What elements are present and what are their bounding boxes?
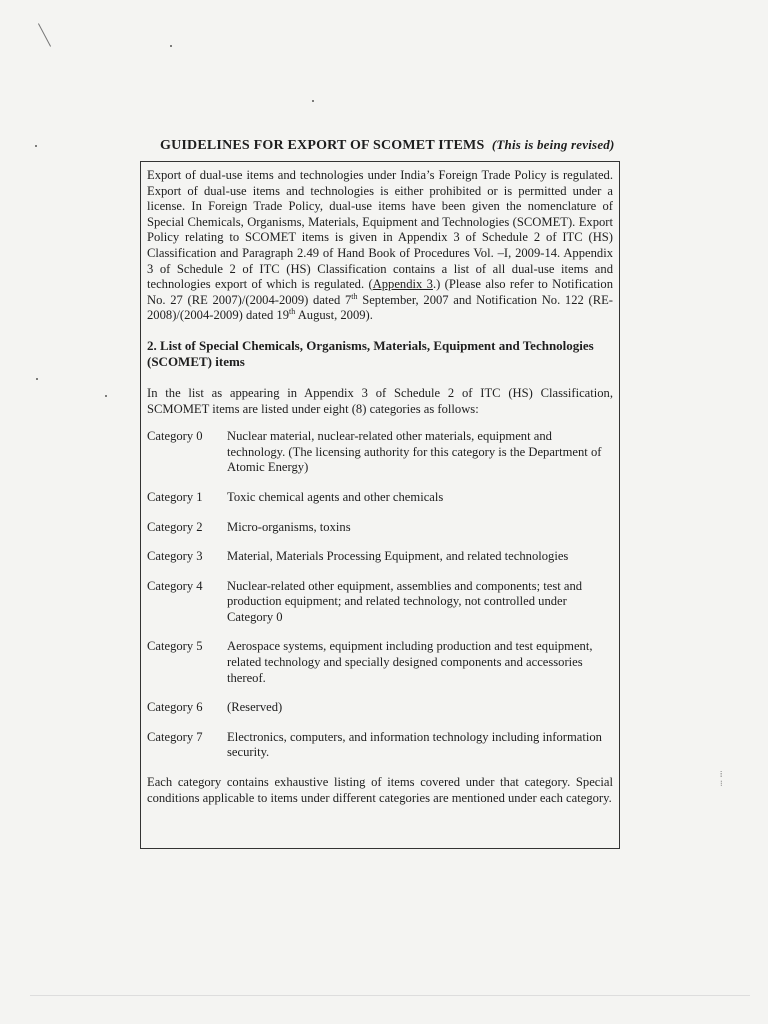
scan-scratch <box>38 23 51 46</box>
intro-text: .) (Please also refer to Notification No. 27 (RE 2007)/(2004-2009) dated 7 <box>147 277 613 307</box>
appendix-3-link[interactable]: Appendix 3 <box>372 277 433 292</box>
category-description: (Reserved) <box>227 700 283 715</box>
scan-speck <box>312 100 314 102</box>
category-description: Nuclear-related other equipment, assemblies and components; test and production equipment; and related technology, not controlled under Category 0 <box>227 578 583 624</box>
category-item <box>147 730 613 761</box>
margin-scribble: ⁞ ⁝ <box>720 770 723 788</box>
category-label: Category 6 <box>147 700 203 715</box>
category-label: Category 1 <box>147 489 203 504</box>
category-item <box>147 520 613 536</box>
category-label: Category 3 <box>147 549 203 564</box>
guidelines-box <box>140 161 620 849</box>
category-description: Material, Materials Processing Equipment, and related technologies <box>227 549 569 564</box>
scan-speck <box>105 395 107 397</box>
category-list <box>147 429 613 761</box>
category-label: Category 5 <box>147 639 203 654</box>
category-description: Nuclear material, nuclear-related other materials, equipment and technology. (The licensing authority for this category is the Department of Atomic Energy) <box>227 429 602 475</box>
superscript: th <box>351 291 358 301</box>
title-note: (This is being revised) <box>491 137 615 152</box>
scan-speck <box>35 145 37 147</box>
category-item <box>147 700 613 716</box>
intro-paragraph <box>147 168 613 324</box>
intro-text: Export of dual-use items and technologies under India’s Foreign Trade Policy is regulated. Export of dual-use items and technologies is either prohibited or is permitted under a license. In Foreign Trade Policy, dual-use items have been given the nomenclature of Special Chemicals, Organisms, Materials, Equipment and Technologies (SCOMET). Export Policy relating to SCOMET items is given in Appendix 3 of Schedule 2 of ITC (HS) Classification and Paragraph 2.49 of Hand Book of Procedures Vol. –I, 2009-14. Appendix 3 of Schedule 2 of ITC (HS) Classification contains a list of all dual-use items and technologies export of which is regulated. ( <box>147 168 613 292</box>
title-text: GUIDELINES FOR EXPORT OF SCOMET ITEMS <box>160 138 485 153</box>
scan-speck <box>170 45 172 47</box>
category-item <box>147 579 613 626</box>
superscript: th <box>289 307 296 317</box>
closing-paragraph: Each category contains exhaustive listing of items covered under that category. Special conditions applicable to items under different categories are mentioned under each category. <box>147 775 613 805</box>
scan-speck <box>36 378 38 380</box>
scan-edge-line <box>30 995 750 996</box>
category-item <box>147 429 613 476</box>
category-item <box>147 490 613 506</box>
document-title <box>160 137 615 154</box>
category-description: Aerospace systems, equipment including production and test equipment, related technology and specially designed components and accessories thereof. <box>227 639 593 685</box>
category-description: Micro-organisms, toxins <box>227 519 351 534</box>
category-label: Category 2 <box>147 519 203 534</box>
section-heading: 2. List of Special Chemicals, Organisms, Materials, Equipment and Technologies (SCOMET) items <box>147 337 594 369</box>
list-intro: In the list as appearing in Appendix 3 of Schedule 2 of ITC (HS) Classification, SCMOMET items are listed under eight (8) categories as follows: <box>147 385 613 416</box>
category-label: Category 4 <box>147 578 203 593</box>
category-item <box>147 639 613 686</box>
category-description: Electronics, computers, and information technology including information security. <box>227 729 602 760</box>
intro-text: August, 2009). <box>295 308 373 323</box>
category-label: Category 7 <box>147 729 203 744</box>
category-item <box>147 549 613 565</box>
category-label: Category 0 <box>147 429 203 444</box>
category-description: Toxic chemical agents and other chemicals <box>227 489 444 504</box>
intro-text: September, 2007 and Notification No. 122 (RE-2008)/(2004-2009) dated 19 <box>147 292 613 323</box>
